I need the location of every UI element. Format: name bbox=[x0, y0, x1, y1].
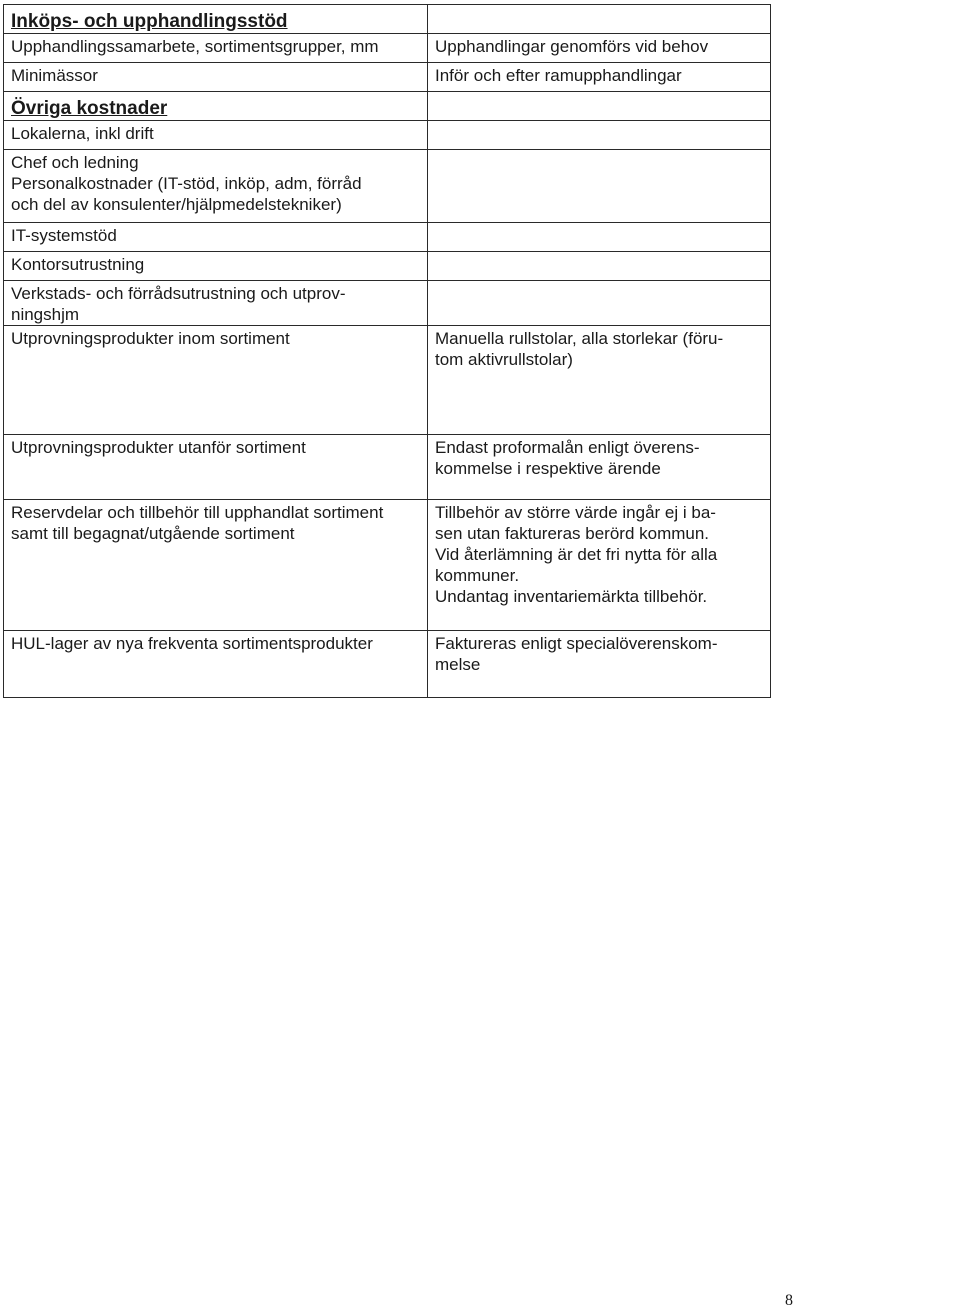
table-row bbox=[4, 500, 771, 631]
row-label: Upphandlingssamarbete, sortimentsgrupper, mm bbox=[4, 34, 428, 63]
row-label-line: samt till begagnat/utgående sortiment bbox=[11, 524, 295, 543]
row-note-line: Manuella rullstolar, alla storlekar (föru- bbox=[435, 329, 724, 348]
row-note bbox=[428, 631, 771, 698]
row-note bbox=[428, 252, 771, 281]
row-label-line: Reservdelar och tillbehör till upphandlat sortiment bbox=[11, 503, 384, 522]
section-heading-cell bbox=[4, 92, 428, 121]
section-heading-cell bbox=[4, 5, 428, 34]
row-note-line: Endast proformalån enligt överens- bbox=[435, 438, 700, 457]
table-row bbox=[4, 435, 771, 500]
row-label-line: Chef och ledning bbox=[11, 153, 139, 172]
row-label-line: ningshjm bbox=[11, 305, 80, 324]
row-note bbox=[428, 150, 771, 223]
row-label: Utprovningsprodukter utanför sortiment bbox=[4, 435, 428, 500]
table-row bbox=[4, 223, 771, 252]
row-label-line: Personalkostnader (IT-stöd, inköp, adm, förråd bbox=[11, 174, 362, 193]
row-label-line: Verkstads- och förrådsutrustning och utprov- bbox=[11, 284, 346, 303]
row-note-line: melse bbox=[435, 655, 481, 674]
row-note-line: sen utan faktureras berörd kommun. bbox=[435, 524, 710, 543]
row-label bbox=[4, 150, 428, 223]
row-label bbox=[4, 281, 428, 326]
row-note-line: tom aktivrullstolar) bbox=[435, 350, 573, 369]
table-row bbox=[4, 326, 771, 435]
row-note bbox=[428, 500, 771, 631]
row-note-line: Tillbehör av större värde ingår ej i ba- bbox=[435, 503, 716, 522]
table-row bbox=[4, 631, 771, 698]
table-row bbox=[4, 121, 771, 150]
row-note bbox=[428, 326, 771, 435]
cost-table bbox=[3, 4, 771, 698]
table-row bbox=[4, 150, 771, 223]
row-note-line: kommelse i respektive ärende bbox=[435, 459, 661, 478]
row-note bbox=[428, 281, 771, 326]
section-heading: Inköps- och upphandlingsstöd bbox=[11, 11, 288, 32]
page-number: 8 bbox=[785, 1292, 793, 1309]
table-row bbox=[4, 34, 771, 63]
row-label: IT-systemstöd bbox=[4, 223, 428, 252]
table-row bbox=[4, 92, 771, 121]
row-note bbox=[428, 121, 771, 150]
row-note bbox=[428, 223, 771, 252]
row-note-line: Vid återlämning är det fri nytta för alla bbox=[435, 545, 718, 564]
empty-cell bbox=[428, 5, 771, 34]
row-note-line: kommuner. bbox=[435, 566, 520, 585]
table-row bbox=[4, 281, 771, 326]
table-row bbox=[4, 5, 771, 34]
row-label: HUL-lager av nya frekventa sortimentsprodukter bbox=[4, 631, 428, 698]
empty-cell bbox=[428, 92, 771, 121]
row-label bbox=[4, 500, 428, 631]
table-row bbox=[4, 252, 771, 281]
row-note-line: Faktureras enligt specialöverenskom- bbox=[435, 634, 718, 653]
row-note: Inför och efter ramupphandlingar bbox=[428, 63, 771, 92]
row-note: Upphandlingar genomförs vid behov bbox=[428, 34, 771, 63]
row-label-line: och del av konsulenter/hjälpmedelstekniker) bbox=[11, 195, 342, 214]
row-label: Lokalerna, inkl drift bbox=[4, 121, 428, 150]
table-row bbox=[4, 63, 771, 92]
row-note-line: Undantag inventariemärkta tillbehör. bbox=[435, 587, 708, 606]
row-label: Kontorsutrustning bbox=[4, 252, 428, 281]
row-note bbox=[428, 435, 771, 500]
row-label: Minimässor bbox=[4, 63, 428, 92]
row-label: Utprovningsprodukter inom sortiment bbox=[4, 326, 428, 435]
section-heading: Övriga kostnader bbox=[11, 98, 168, 119]
